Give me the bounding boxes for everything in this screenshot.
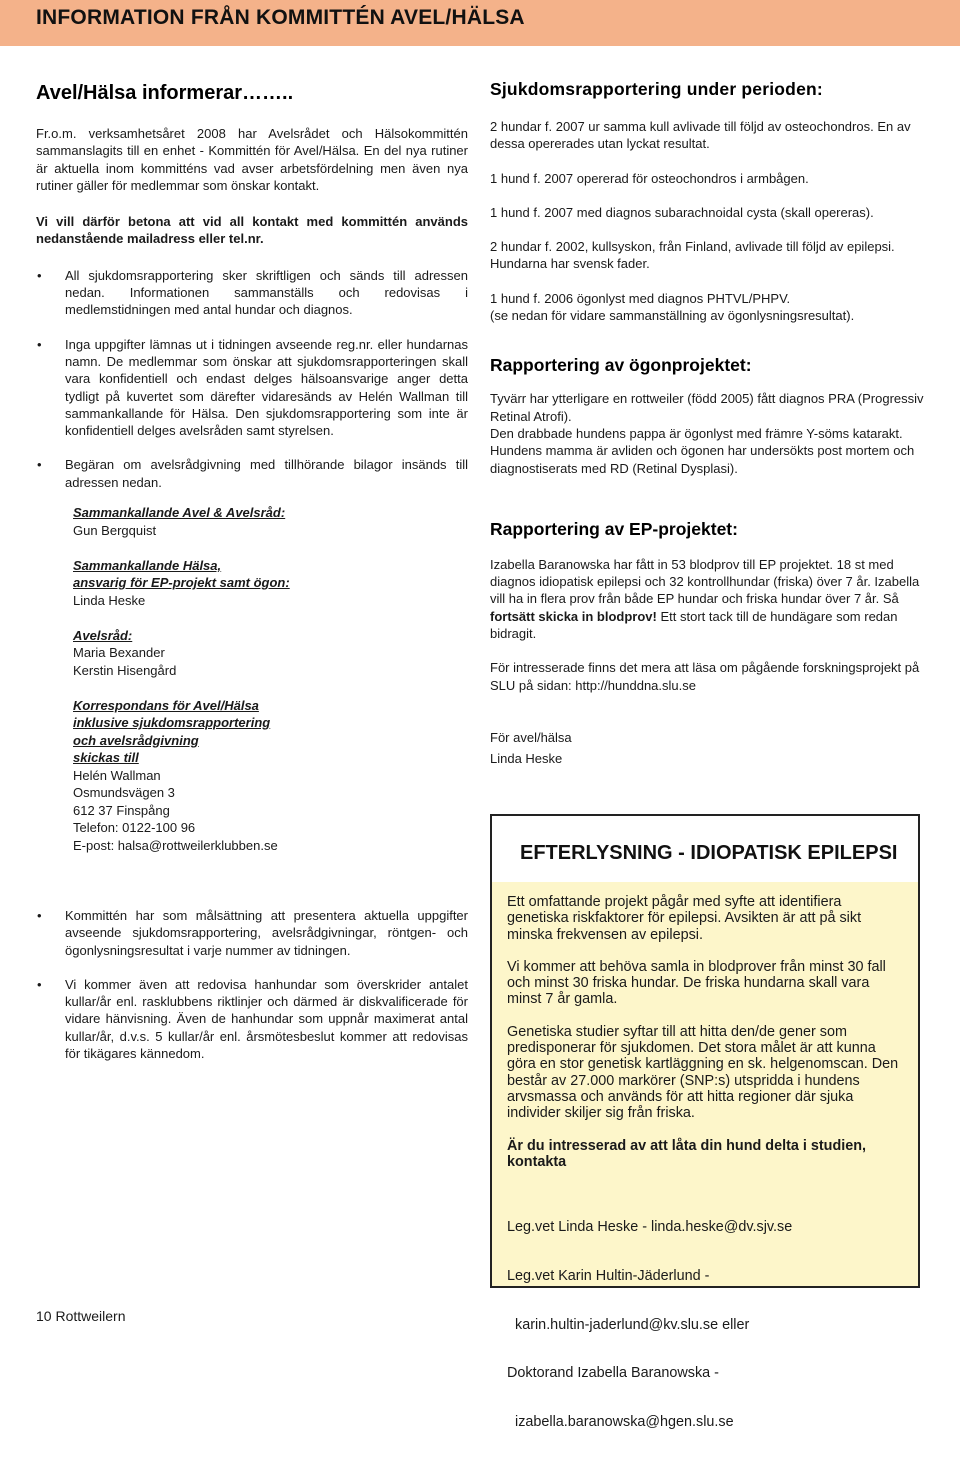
- goals-bullet-list: [36, 907, 468, 1062]
- ep-project-heading: Rapportering av EP-projektet:: [490, 518, 738, 539]
- left-column: [36, 78, 468, 491]
- notice-contact-line: izabella.baranowska@hgen.slu.se: [507, 1414, 734, 1431]
- list-item: • Kommittén har som målsättning att presentera aktuella uppgifter avseende sjukdomsrapportering, avelsrådgivningar, röntgen- och ögonlysningsresultat i varje nummer av tidningen.: [36, 907, 468, 959]
- sick-report-item: 1 hund f. 2007 med diagnos subarachnoidal cysta (skall opereras).: [490, 204, 874, 220]
- notice-call-to-action: Är du intresserad av att låta din hund delta i studien, kontakta: [507, 1137, 867, 1170]
- intro-paragraph: Fr.o.m. verksamhetsåret 2008 har Avelsrådet och Hälsokommittén sammanslagits till en enhet - Kommittén för Avel/Hälsa. En del nya rutiner är aktuella inom kommitténs vad avser arbetsfördelning men även nya rutiner gäller för medlemmar som önskar kontakt.: [36, 126, 468, 193]
- contact-line: Maria Bexander: [73, 645, 165, 660]
- epilepsy-notice-box: [490, 814, 920, 1431]
- page-header-title: INFORMATION FRÅN KOMMITTÉN AVEL/HÄLSA: [36, 6, 525, 29]
- contact-group: [73, 697, 473, 855]
- signature-name: Linda Heske: [490, 751, 563, 767]
- list-item: • Begäran om avelsrådgivning med tillhörande bilagor insänds till adressen nedan.: [36, 456, 468, 491]
- contact-group: [73, 504, 473, 539]
- contact-line: Telefon: 0122-100 96: [73, 820, 196, 835]
- eye-project-heading: Rapportering av ögonprojektet:: [490, 355, 752, 376]
- eye-project-text: Tyvärr har ytterligare en rottweiler (född 2005) fått diagnos PRA (Progressiv Retinal Atrofi). Den drabbade hundens pappa är ögonlyst med främre Y-söms katarakt. Hundens mamma är avliden och ögonen har undersökts post mortem och diagnostiserats med RD (Retinal Dysplasi).: [490, 391, 924, 476]
- page-number: 10: [36, 1308, 52, 1324]
- contact-group: [73, 627, 473, 680]
- contact-label: Sammankallande Hälsa, ansvarig för EP-projekt samt ögon:: [73, 557, 290, 590]
- magazine-name: Rottweilern: [55, 1308, 126, 1324]
- contact-label: Korrespondans för Avel/Hälsa inklusive sjukdomsrapportering och avelsrådgivning skickas till: [73, 697, 271, 765]
- contact-block: [73, 504, 473, 872]
- sick-report-heading: Sjukdomsrapportering under perioden:: [490, 79, 823, 99]
- notice-paragraph: Ett omfattande projekt pågår med syfte att identifiera genetiska riskfaktorer för epilepsi. Avsikten är att på sikt minska frekvensen av epilepsi.: [507, 894, 862, 943]
- contact-group: [73, 557, 473, 610]
- contact-line: Linda Heske: [73, 592, 146, 608]
- ep-text-emphasis: fortsätt skicka in blodprov!: [490, 608, 657, 624]
- contact-line: Helén Wallman: [73, 767, 161, 783]
- sick-report-item: 1 hund f. 2007 opererad för osteochondros i armbågen.: [490, 170, 809, 186]
- notice-body: [507, 894, 902, 1463]
- header-band: [0, 0, 960, 46]
- contact-email-line: E-post: halsa@rottweilerklubben.se: [73, 837, 278, 853]
- contact-label: Avelsråd:: [73, 627, 133, 643]
- sick-report-item: 1 hund f. 2006 ögonlyst med diagnos PHTVL/PHPV. (se nedan för vidare sammanställning av ögonlysningsresultat).: [490, 290, 855, 324]
- notice-paragraph: Genetiska studier syftar till att hitta den/de gener som predisponerar för sjukdomen. Det stora målet är att kunna göra en stor genetisk kartläggning en sk. helgenomscan. Den består av 27.000 markörer (SNP:s) utspridda i hundens arvsmassa och används för att hitta regioner där sjuka individer skiljer sig från friska.: [507, 1023, 899, 1122]
- right-column: [490, 78, 926, 768]
- contact-line: Kerstin Hisengård: [73, 662, 177, 678]
- contact-line: Gun Bergquist: [73, 522, 157, 538]
- contact-line: Osmundsvägen 3: [73, 785, 175, 800]
- ep-project-text: [490, 556, 926, 642]
- goals-section: [36, 907, 468, 1062]
- ep-text-end: Ett stort tack till de hundägare som redan bidragit.: [490, 608, 898, 642]
- notice-contact-line: Leg.vet Linda Heske - linda.heske@dv.sjv.se: [507, 1218, 793, 1235]
- contact-label: Sammankallande Avel & Avelsråd:: [73, 505, 286, 520]
- info-bullet-list: [36, 267, 468, 491]
- signature-line: För avel/hälsa: [490, 729, 572, 745]
- contact-line: 612 37 Finspång: [73, 802, 170, 818]
- notice-contact-list: [507, 1186, 902, 1463]
- ep-more-info: För intresserade finns det mera att läsa om pågående forskningsprojekt på SLU på sidan: http://hunddna.slu.se: [490, 660, 920, 693]
- notice-title: EFTERLYSNING - IDIOPATISK EPILEPSI: [520, 842, 898, 864]
- left-heading: Avel/Hälsa informerar……..: [36, 82, 294, 104]
- sick-report-item: 2 hundar f. 2007 ur samma kull avlivade till följd av osteochondros. En av dessa opererades utan lyckat resultat.: [490, 119, 911, 152]
- notice-contact-line: karin.hultin-jaderlund@kv.slu.se eller: [507, 1316, 750, 1333]
- notice-paragraph: Vi kommer att behöva samla in blodprover från minst 30 fall och minst 30 friska hundar. De friska hundarna skall vara minst 7 år gamla.: [507, 958, 886, 1008]
- sick-report-item: 2 hundar f. 2002, kullsyskon, från Finland, avlivade till följd av epilepsi. Hundarna har svensk fader.: [490, 239, 895, 272]
- list-item: • All sjukdomsrapportering sker skriftligen och sänds till adressen nedan. Informationen sammanställs och redovisas i medlemstidningen med antal hundar och diagnos.: [36, 267, 468, 319]
- notice-contact-line: Doktorand Izabella Baranowska -: [507, 1365, 719, 1382]
- contact-emphasis: Vi vill därför betona att vid all kontakt med kommittén används nedanstående mailadress eller tel.nr.: [36, 214, 468, 247]
- list-item: • Vi kommer även att redovisa hanhundar som överskrider antalet kullar/år enl. rasklubbens riktlinjer och därmed är diskvalificerade för vidare hänvisning. Även de hanhundar som uppnår maximerat antal kullar/år, d.v.s. 5 kullar/år enl. årsmötesbeslut kommer att redovisas för tikägares kännedom.: [36, 976, 468, 1062]
- notice-contact-line: Leg.vet Karin Hultin-Jäderlund -: [507, 1267, 710, 1284]
- sick-report-list: [490, 118, 926, 324]
- notice-title-area: [492, 816, 918, 882]
- list-item: • Inga uppgifter lämnas ut i tidningen avseende reg.nr. eller hundarnas namn. De medlemmar som önskar att sjukdomsrapporteringen skall vara konfidentiell och endast delges hälsoansvarige anger detta tydligt på kuvertet som därefter vidaresänds av Helén Wallman till sammankallande för Hälsa. Den sjukdomsrapportering som inte är konfidentiell delges avelsråden samt styrelsen.: [36, 336, 468, 440]
- page-footer: [36, 1308, 126, 1324]
- ep-text-start: Izabella Baranowska har fått in 53 blodprov till EP projektet. 18 st med diagnos idiopatisk epilepsi och 32 kontrollhundar (friska) över 7 år. Izabella vill ha in flera prov från både EP hundar och friska hundar över 7 år. Så: [490, 556, 920, 607]
